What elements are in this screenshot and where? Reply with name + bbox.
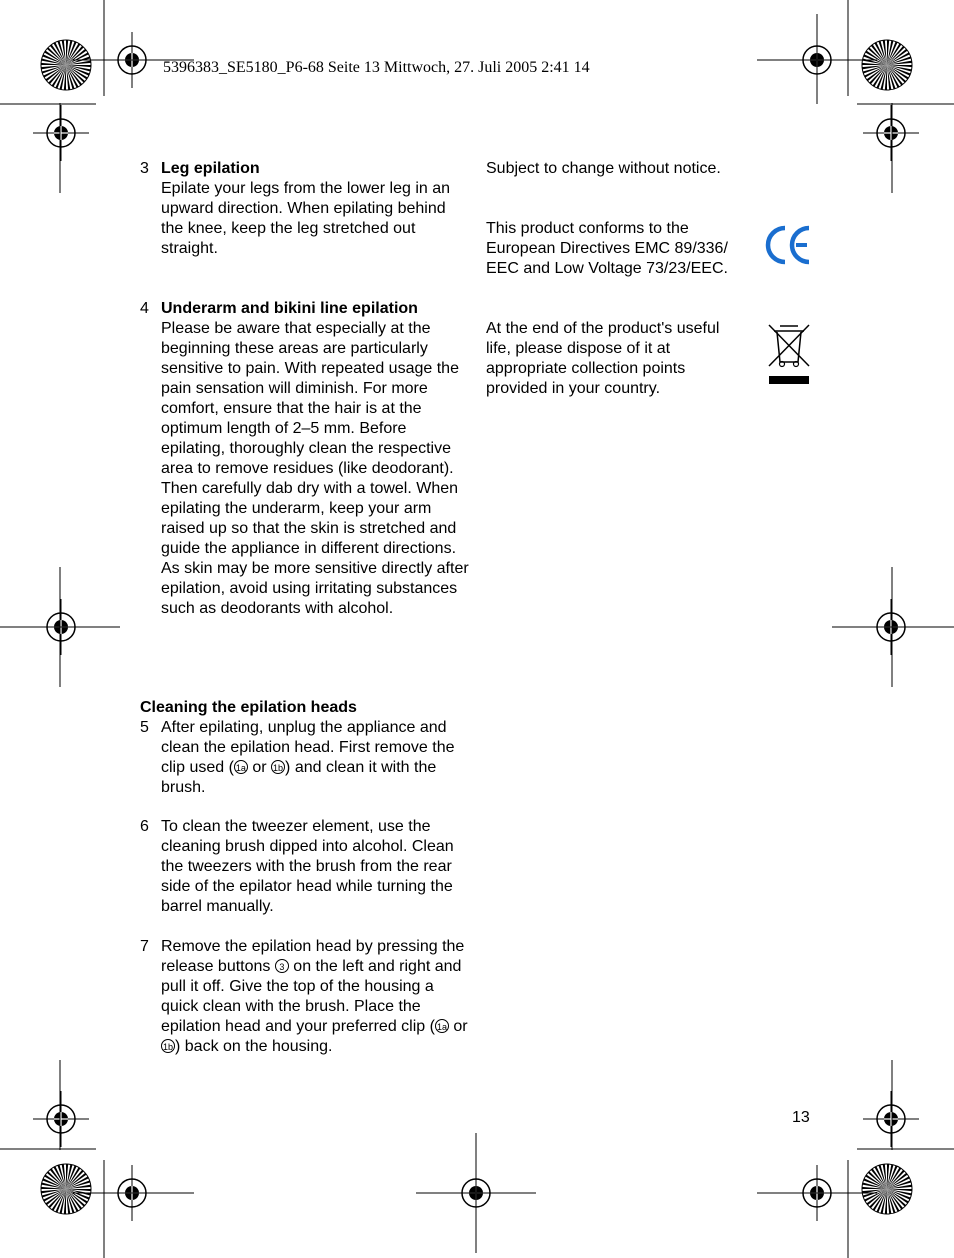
section-heading: Cleaning the epilation heads [140, 699, 357, 716]
instruction-item-7 [140, 937, 470, 1057]
item-number: 7 [140, 938, 149, 955]
color-bar-star-icon [862, 1164, 912, 1214]
instruction-item-5 [140, 718, 470, 798]
ce-mark-icon [765, 224, 813, 266]
item-number: 4 [140, 300, 149, 317]
print-slug: 5396383_SE5180_P6-68 Seite 13 Mittwoch, 27. Juli 2005 2:41 14 [163, 59, 590, 76]
item-text: ) and clean it with the brush. [161, 759, 437, 796]
item-text: Please be aware that especially at the beginning these areas are particularly sensitive to pain. With repeated usage the pain sensation will diminish. For more comfort, ensure that the hair is at the optimum length of 2–5 mm. Before epilating, thoroughly clean the respective area to remove residues (like deodorant). Then carefully dab dry with a towel. When epilating the underarm, keep your arm raised up so that the skin is stretched and guide the appliance in different directions. [161, 320, 459, 557]
registration-mark-icon [33, 105, 89, 161]
item-number: 3 [140, 160, 149, 177]
item-text: Epilate your legs from the lower leg in an upward direction. When epilating behind the knee, keep the leg stretched out straight. [161, 180, 451, 257]
circled-symbol: 1a [234, 760, 248, 774]
instruction-item-6 [140, 817, 470, 917]
circled-symbol: 1a [435, 1019, 449, 1033]
registration-mark-icon [33, 1091, 89, 1147]
instruction-item-4 [140, 299, 470, 619]
item-text: ) back on the housing. [175, 1038, 333, 1055]
section-title: Leg epilation [161, 160, 260, 177]
color-bar-star-icon [41, 40, 91, 90]
disposal-text: At the end of the product's useful life, please dispose of it at appropriate collection points provided in your country. [486, 320, 720, 397]
item-number: 6 [140, 818, 149, 835]
circled-symbol: 3 [275, 959, 289, 973]
item-text: or [247, 759, 272, 776]
instruction-item-3 [140, 159, 470, 259]
change-notice: Subject to change without notice. [486, 160, 721, 177]
item-text: To clean the tweezer element, use the cleaning brush dipped into alcohol. Clean the tweezers with the brush from the rear side of the epilator head while turning the barrel manually. [161, 818, 454, 915]
item-text: or [448, 1018, 468, 1035]
conformity-text: This product conforms to the European Directives EMC 89/336/ EEC and Low Voltage 73/23/EEC. [486, 220, 728, 277]
crossed-bin-icon [766, 322, 812, 386]
item-text: After epilating, unplug the appliance and clean the epilation head. First remove the clip used ( [161, 719, 455, 776]
color-bar-star-icon [41, 1164, 91, 1214]
section-title: Underarm and bikini line epilation [161, 300, 418, 317]
item-text: on the left and right and pull it off. Give the top of the housing a quick clean with the brush. Place the epilation head and your preferred clip ( [161, 958, 462, 1035]
color-bar-star-icon [862, 40, 912, 90]
item-text: Remove the epilation head by pressing the release buttons [161, 938, 465, 975]
circled-symbol: 1b [161, 1039, 175, 1053]
item-text: As skin may be more sensitive directly after epilation, avoid using irritating substances such as deodorants with alcohol. [161, 560, 469, 617]
circled-symbol: 1b [271, 760, 285, 774]
registration-mark-icon [863, 105, 919, 161]
registration-mark-icon [863, 1091, 919, 1147]
page-number: 13 [792, 1109, 810, 1126]
item-number: 5 [140, 719, 149, 736]
